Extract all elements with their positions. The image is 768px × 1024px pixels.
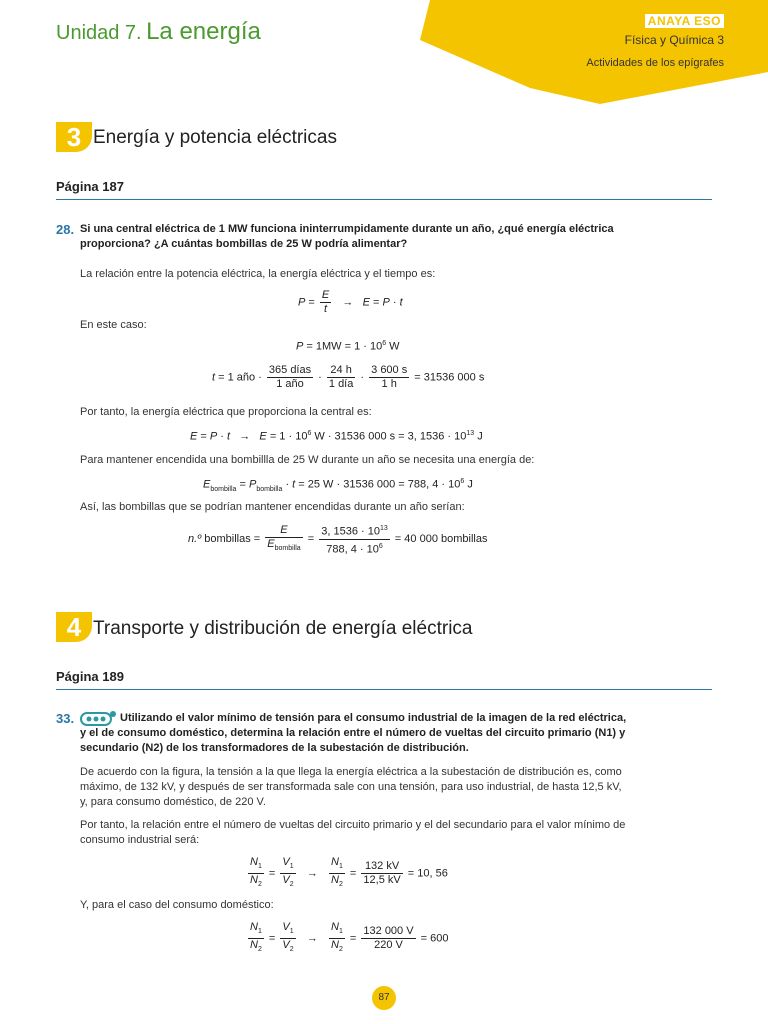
page-number: 87 — [372, 986, 396, 1010]
paragraph: Por tanto, la relación entre el número de vueltas del circuito primario y el del secundario para el valor mínimo de consumo industrial será: — [80, 819, 626, 846]
question-number: 33. — [56, 711, 75, 726]
page-label: Página 187 — [56, 179, 124, 194]
equation-time: t = 1 año · $\frac{\text{365 días}}{\text{1 año}}$ · $\frac{24 h}{\text{1 día}}$ · $\frac{3 600 s}{1 h}$ = 31536 000 s — [212, 364, 485, 390]
unit-name: La energía — [146, 18, 261, 45]
page-label: Página 189 — [56, 669, 124, 684]
paragraph: Así, las bombillas que se podrían mantener encendidas durante un año serían: — [80, 501, 465, 513]
section-title: Energía y potencia eléctricas — [93, 127, 337, 148]
brand-logo: ANAYA ESO — [645, 14, 724, 28]
paragraph: Por tanto, la energía eléctrica que proporciona la central es: — [80, 406, 372, 418]
paragraph: Y, para el caso del consumo doméstico: — [80, 899, 274, 911]
equation-bulb-count: n.º bombillas = $\frac{E}{E_{bombilla}}$ = $\frac{3, 1536 \cdot 10^{13}}{788, 4 \cdot 10^6}$ = 40 000 bombillas — [188, 523, 488, 556]
equation-energy: $E = P \cdot t \to E = 1 \cdot 10^6$ W · 31536 000 s = 3, $1536 \cdot 10^{13}$ J — [190, 430, 483, 443]
unit-label: Unidad 7. — [56, 22, 142, 44]
section-number-badge: 4 — [56, 612, 92, 642]
brand-block — [586, 14, 724, 69]
paragraph: Para mantener encendida una bombillla de 25 W durante un año se necesita una energía de: — [80, 454, 535, 466]
divider — [56, 199, 712, 200]
section-number-badge: 3 — [56, 122, 92, 152]
divider — [56, 689, 712, 690]
equation-power: P = $\frac{E}{t}$ → E = P · t — [298, 289, 403, 315]
section-title: Transporte y distribución de energía eléctrica — [93, 618, 473, 639]
unit-title — [56, 18, 261, 46]
paragraph: En este caso: — [80, 319, 147, 331]
equation-bulb-energy: $E_{bombilla} = P_{bombilla} \cdot t = 25$ W · 31536 000 = 788, $4 \cdot 10^6$ J — [203, 478, 473, 493]
question-number: 28. — [56, 222, 75, 237]
paragraph: De acuerdo con la figura, la tensión a la que llega la energía eléctrica a la subestación de distribución es, como máximo, de 132 kV, y después de ser transformada sale con una tensión, para uso industrial, de hasta 12,5 kV, y, para consumo doméstico, de 220 V. — [80, 766, 622, 808]
section-label: Actividades de los epígrafes — [586, 57, 724, 69]
question-text: Si una central eléctrica de 1 MW funciona ininterrumpidamente durante un año, ¿qué energía eléctrica proporciona? ¿A cuántas bombillas de 25 W podría alimentar? — [80, 223, 614, 250]
paragraph: La relación entre la potencia eléctrica, la energía eléctrica y el tiempo es: — [80, 268, 436, 280]
subject-label: Física y Química 3 — [624, 33, 724, 47]
equation-p-value: $P = 1MW = 1 \cdot 10^6$ W — [296, 340, 400, 353]
question-text: Utilizando el valor mínimo de tensión para el consumo industrial de la imagen de la red eléctrica, y el de consumo doméstico, determina la relación entre el número de vueltas del circuito primario (N1) y secundario (N2) de los transformadores de la subestación de distribución. — [80, 712, 627, 754]
equation-domestic-ratio: $\frac{N_1}{N_2}$ = $\frac{V_1}{V_2}$ → $\frac{N_1}{N_2}$ = $\frac{132 000 V}{220 V}$ = 600 — [250, 921, 449, 954]
equation-industrial-ratio: $\frac{N_1}{N_2}$ = $\frac{V_1}{V_2}$ → $\frac{N_1}{N_2}$ = $\frac{132 kV}{12,5 kV}$ = 10, 56 — [250, 856, 448, 889]
